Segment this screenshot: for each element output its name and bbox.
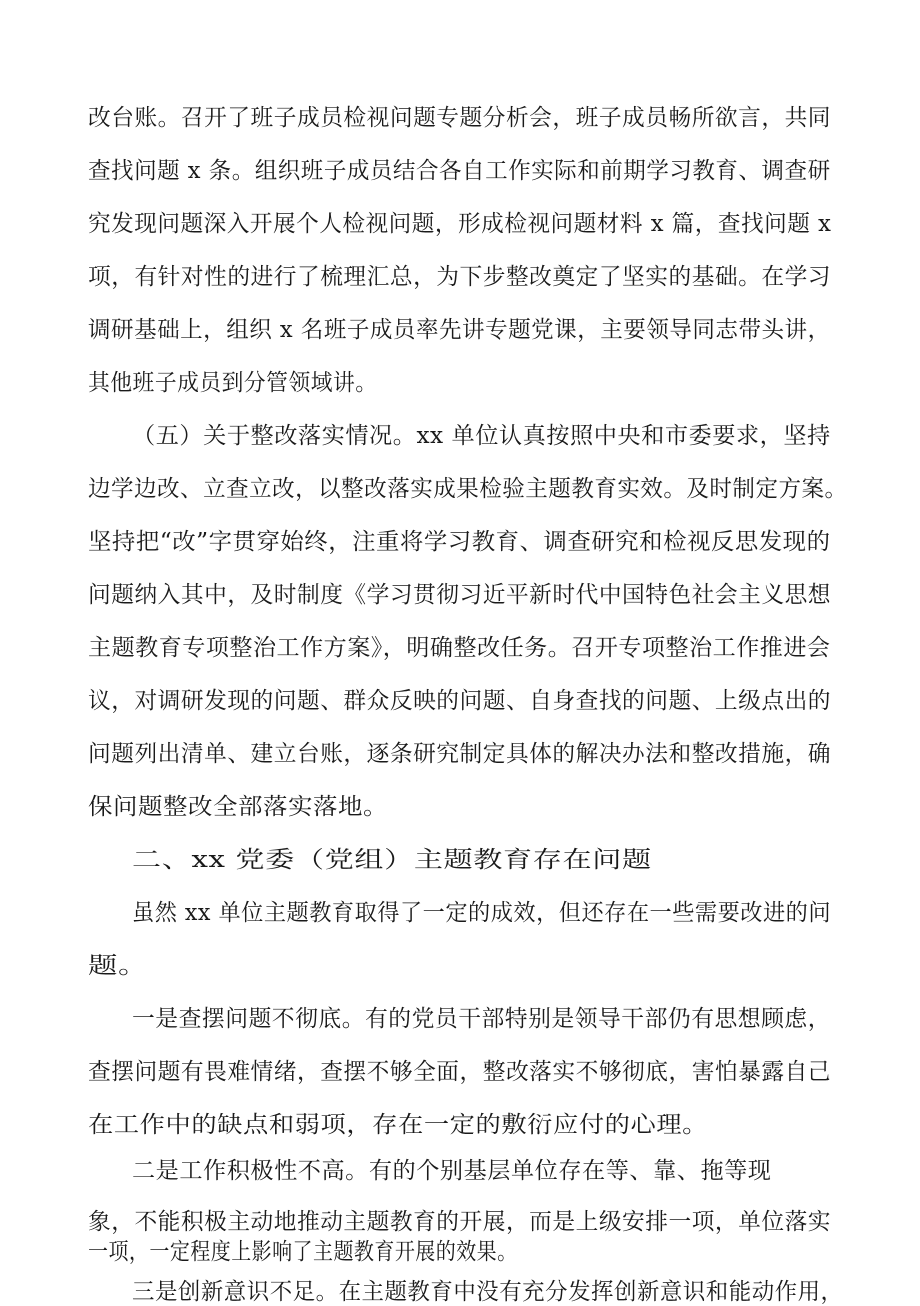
text-line: 调研基础上，组织 x 名班子成员率先讲专题党课，主要领导同志带头讲， xyxy=(88,317,831,343)
text-line: 查摆问题有畏难情绪，查摆不够全面，整改落实不够彻底，害怕暴露自己 xyxy=(88,1059,831,1085)
text-line: 项，有针对性的进行了梳理汇总，为下步整改奠定了坚实的基础。在学习 xyxy=(88,264,831,290)
text-line: 一是查摆问题不彻底。有的党员干部特别是领导干部仍有思想顾虑， xyxy=(132,1006,831,1032)
text-line: 查找问题 x 条。组织班子成员结合各自工作实际和前期学习教育、调查研 xyxy=(88,158,831,184)
section-heading: 二、xx 党委（党组）主题教育存在问题 xyxy=(132,847,652,873)
text-line: 在工作中的缺点和弱项，存在一定的敷衍应付的心理。 xyxy=(88,1112,708,1138)
text-line: 三是创新意识不足。在主题教育中没有充分发挥创新意识和能动作用， xyxy=(132,1279,844,1305)
text-line: 问题纳入其中，及时制度《学习贯彻习近平新时代中国特色社会主义思想 xyxy=(88,582,831,608)
text-line: 其他班子成员到分管领域讲。 xyxy=(88,370,378,396)
text-line: 象，不能积极主动地推动主题教育的开展，而是上级安排一项，单位落实 xyxy=(88,1209,831,1235)
section-heading-line: （五）关于整改落实情况。xx 单位认真按照中央和市委要求，坚持 xyxy=(132,423,831,449)
text-line: 题。 xyxy=(88,953,148,979)
text-line: 边学边改、立查立改，以整改落实成果检验主题教育实效。及时制定方案。 xyxy=(88,476,848,502)
text-line: 一项，一定程度上影响了主题教育开展的效果。 xyxy=(88,1239,518,1265)
text-line: 改台账。召开了班子成员检视问题专题分析会，班子成员畅所欲言，共同 xyxy=(88,105,831,131)
text-line: 主题教育专项整治工作方案》，明确整改任务。召开专项整治工作推进会 xyxy=(88,635,831,661)
text-line: 究发现问题深入开展个人检视问题，形成检视问题材料 x 篇，查找问题 x xyxy=(88,211,832,237)
text-line: 保问题整改全部落实落地。 xyxy=(88,794,388,820)
text-line: 议，对调研发现的问题、群众反映的问题、自身查找的问题、上级点出的 xyxy=(88,688,831,714)
text-line: 虽然 xx 单位主题教育取得了一定的成效，但还存在一些需要改进的问 xyxy=(132,900,832,926)
text-line: 问题列出清单、建立台账，逐条研究制定具体的解决办法和整改措施，确 xyxy=(88,741,831,767)
text-line: 坚持把“改”字贯穿始终，注重将学习教育、调查研究和检视反思发现的 xyxy=(88,529,831,555)
text-line: 二是工作积极性不高。有的个别基层单位存在等、靠、拖等现 xyxy=(132,1158,772,1184)
